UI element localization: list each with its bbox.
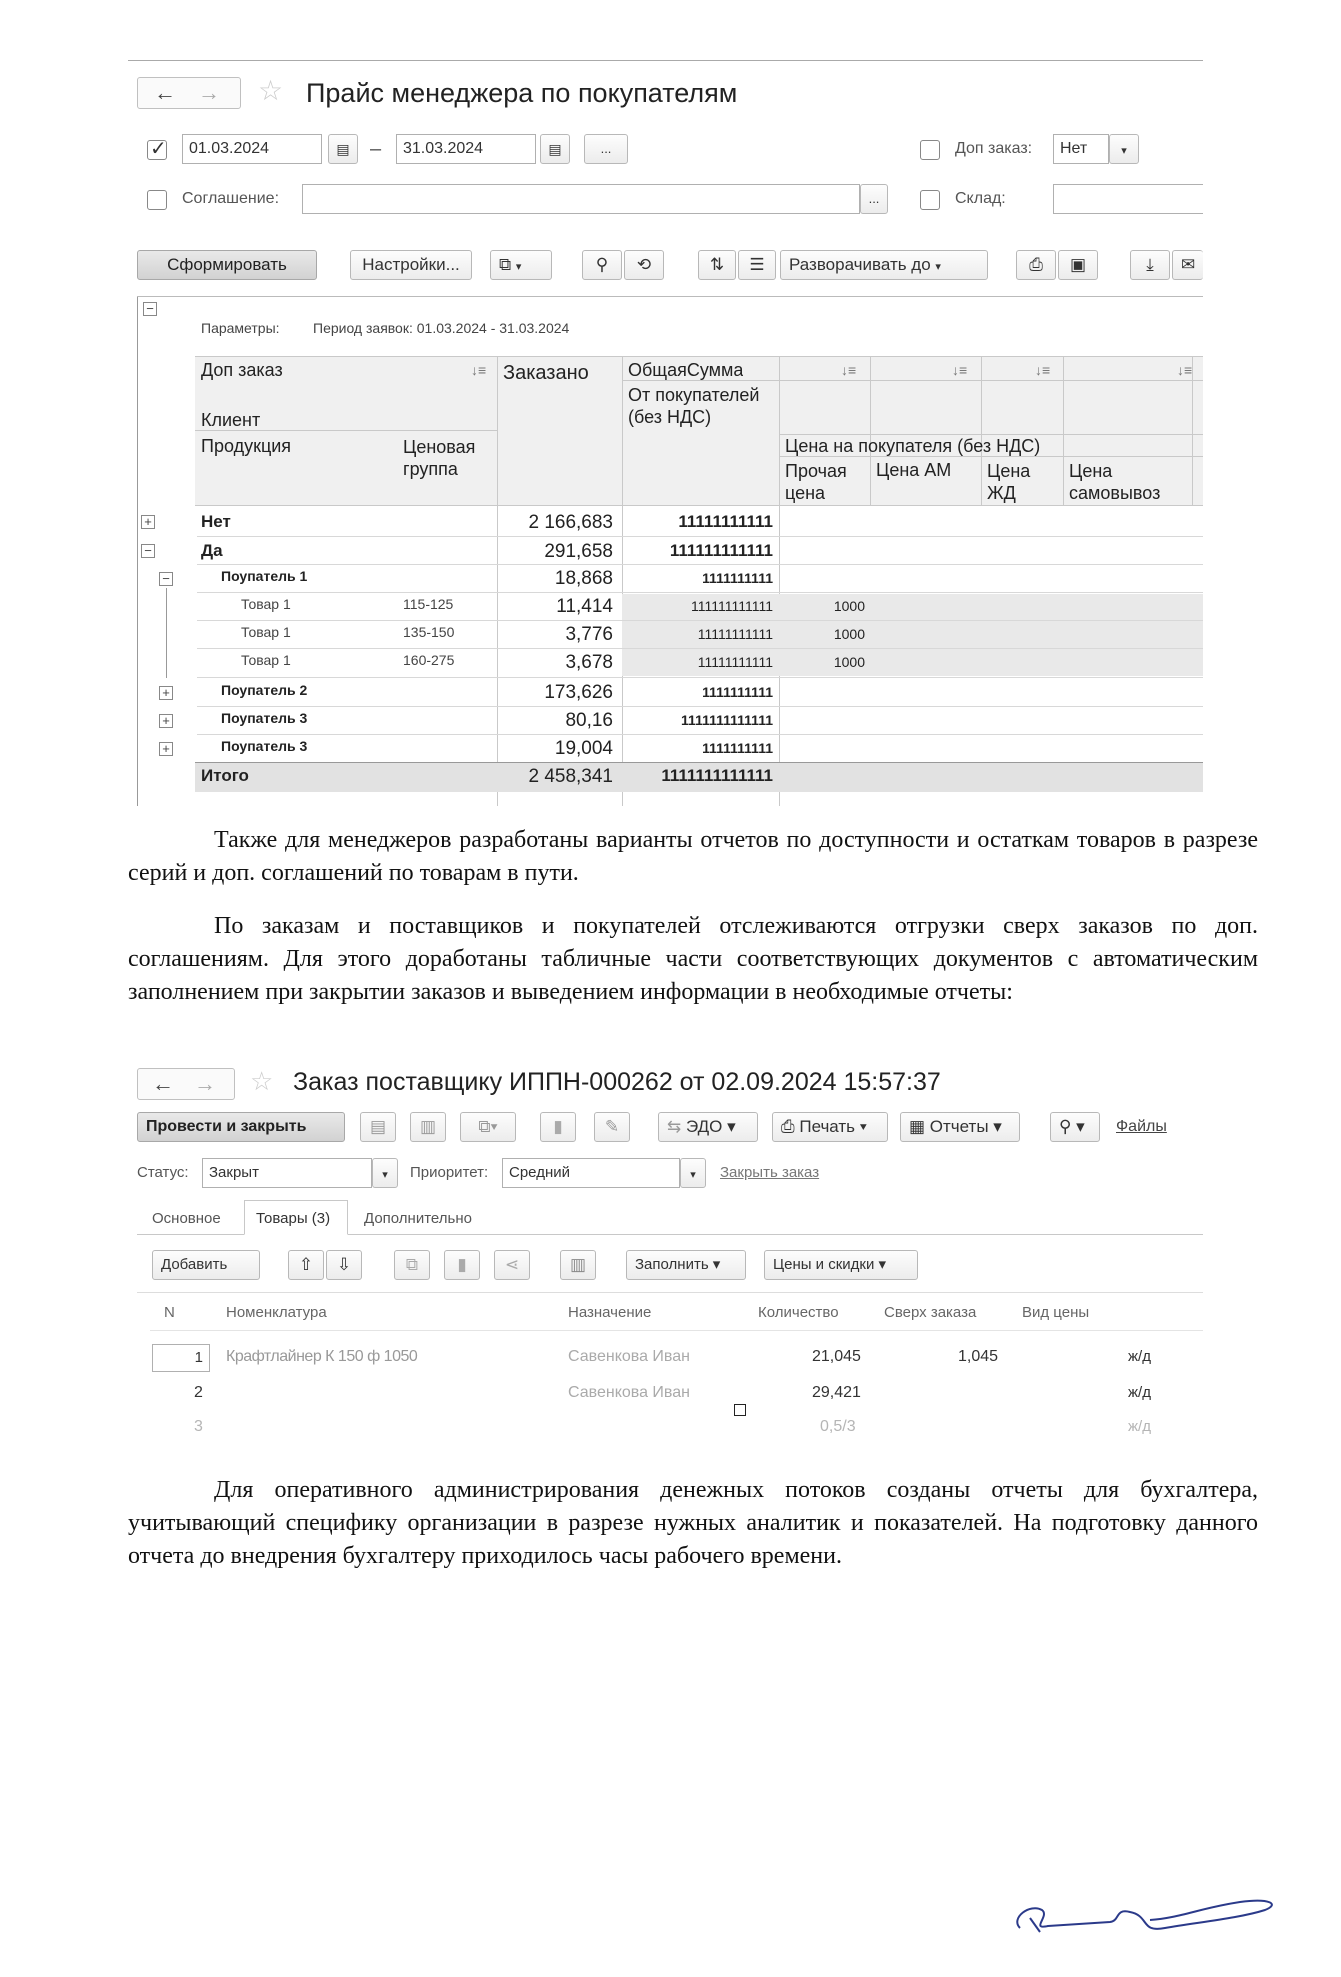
dop-zakaz-dropdown-button[interactable] [1109,134,1139,164]
delete-row-button[interactable] [444,1250,480,1280]
period-select-button[interactable]: ... [584,134,628,164]
priority-select[interactable]: Средний [502,1158,680,1188]
row-other-price: 1000 [833,654,865,670]
report-table [137,296,1203,806]
status-dropdown-button[interactable] [372,1158,398,1188]
variants-button[interactable] [490,250,552,280]
favorite-star-icon[interactable]: ☆ [258,75,284,106]
files-link[interactable]: Файлы [1116,1118,1167,1135]
sort-desc-button[interactable] [738,250,776,280]
header-dop-zakaz: Доп заказ [201,360,283,380]
row-sum: 11111111111 [697,626,773,642]
generate-report-button[interactable]: Сформировать [137,250,317,280]
chevron-down-icon: ▾ [935,261,941,273]
save-button[interactable] [360,1112,396,1142]
grid-row-purpose: Савенкова Иван [568,1384,690,1401]
dop-zakaz-select[interactable]: Нет [1053,134,1109,164]
sort-icon[interactable]: ↓≡ [841,362,857,378]
search-reset-icon: ⟲ [636,255,652,274]
download-icon: ⤓ [1146,255,1154,274]
status-label: Статус: [137,1164,189,1181]
col-n: N [164,1304,175,1321]
save-icon: ▤ [369,1117,387,1136]
settings-button[interactable]: Настройки... [350,250,472,280]
row-sum: 1111111111 [702,740,773,756]
copy-icon: ⧉ [405,1255,419,1274]
row-price-group: 135-150 [403,624,455,640]
add-row-button[interactable]: Добавить [152,1250,260,1280]
grid-row-unit: ж/д [1128,1384,1151,1401]
trash-icon: ▮ [457,1255,467,1274]
copy-row-button[interactable] [394,1250,430,1280]
sort-icon[interactable]: ↓≡ [1035,362,1051,378]
arrow-up-icon: ⇧ [298,1255,314,1274]
edo-icon: ⇆ [667,1117,682,1136]
edo-label: ЭДО [685,1117,723,1136]
grid-row-purpose: Савенкова Иван [568,1348,690,1365]
reports-icon: ▦ [909,1117,926,1136]
sort-asc-button[interactable] [698,250,736,280]
header-vline-6 [1063,356,1064,506]
header-price-am: Цена АМ [876,460,952,480]
total-label: Итого [201,766,249,785]
row-sum: 111111111111 [690,598,773,614]
priority-dropdown-button[interactable] [680,1158,706,1188]
top-border-line [128,60,1203,61]
header-vline-1 [497,356,498,806]
row-divider [197,734,1203,735]
tab-additional[interactable]: Дополнительно [364,1210,472,1227]
priority-label: Приоритет: [410,1164,489,1181]
grid-row-qty: 29,421 [812,1384,861,1401]
grid-row-over: 1,045 [958,1348,999,1365]
move-down-button[interactable] [326,1250,362,1280]
collapse-row-icon[interactable]: − [141,544,155,558]
post-and-close-button[interactable]: Провести и закрыть [137,1112,345,1142]
calendar-to-button[interactable] [540,134,570,164]
search-button[interactable] [582,250,622,280]
split-icon: ⋖ [504,1255,520,1274]
edit-button[interactable] [594,1112,630,1142]
col-nomenclature: Номенклатура [226,1304,327,1321]
params-value: Период заявок: 01.03.2024 - 31.03.2024 [313,320,570,336]
total-sum: 1111111111111 [661,766,773,785]
row-divider [197,620,1203,621]
header-bottom-line [195,505,1203,506]
agreement-input[interactable] [302,184,860,214]
dop-zakaz-label: Доп заказ: [955,140,1033,157]
header-ordered: Заказано [503,362,589,384]
collapse-row-icon[interactable]: − [159,572,173,586]
grid-row-qty: 21,045 [812,1348,861,1365]
row-label: Товар 1 [241,596,291,612]
row-ordered: 11,414 [556,596,613,617]
barcode-button[interactable] [560,1250,596,1280]
header-vline-2 [622,356,623,806]
row-ordered: 19,004 [554,738,613,759]
row-sum: 11111111111 [697,654,773,670]
printer-icon: ⎙ [781,1117,795,1136]
header-product: Продукция [201,436,292,456]
prices-discounts-button[interactable]: Цены и скидки ▾ [764,1250,918,1280]
col-price-type: Вид цены [1022,1304,1090,1321]
trash-icon: ▮ [553,1117,563,1136]
order-title: Заказ поставщику ИППН-000262 от 02.09.2024 15:57:37 [293,1068,941,1096]
row-label: Поупатель 3 [221,738,308,754]
header-price-for-buyer: Цена на покупателя (без НДС) [785,436,1041,456]
date-to-input[interactable]: 31.03.2024 [396,134,536,164]
expand-row-icon[interactable]: + [159,714,173,728]
chevron-down-icon: ▾ [382,1169,388,1181]
mail-button[interactable] [1172,250,1203,280]
header-total-sum: ОбщаяСумма [628,360,744,380]
row-other-price: 1000 [833,598,865,614]
copy-icon: ⧉ [499,255,512,274]
agreement-checkbox[interactable] [147,190,167,210]
sort-icon[interactable]: ↓≡ [1177,362,1193,378]
nav-buttons [137,77,241,109]
row-ordered: 3,678 [565,652,613,673]
preview-icon: ▣ [1069,255,1087,274]
calendar-from-button[interactable] [328,134,358,164]
calendar-icon: ▤ [336,141,350,157]
header-price-zhd: Цена ЖД [987,461,1031,503]
total-ordered: 2 458,341 [528,766,613,787]
signature [1000,1888,1300,1948]
small-square-icon [734,1404,746,1416]
row-divider [197,592,1203,593]
split-row-button[interactable] [494,1250,530,1280]
row-other-price: 1000 [833,626,865,642]
row-ordered: 80,16 [565,710,613,731]
header-price-pickup: Цена самовывоз [1069,461,1161,503]
row-price-group: 115-125 [403,596,454,612]
print-button[interactable] [1016,250,1056,280]
calendar-icon: ▤ [548,141,562,157]
attach-button[interactable]: ⚲ ▾ [1050,1112,1100,1142]
date-from-input[interactable]: 01.03.2024 [182,134,322,164]
expand-row-icon[interactable]: + [159,742,173,756]
create-based-icon: ⧉▾ [478,1117,498,1136]
grid-row-n: 2 [194,1384,203,1401]
tab-main[interactable]: Основное [152,1210,221,1227]
expand-row-icon[interactable]: + [159,686,173,700]
row-divider [197,706,1203,707]
row-label: Поупатель 2 [221,682,308,698]
header-vline-7 [1192,356,1193,506]
create-based-button[interactable] [460,1112,516,1142]
row-label: Нет [201,512,231,531]
print-button[interactable]: ⎙ Печать ▾ [772,1112,888,1142]
report-left-frame [137,296,138,806]
row-divider [197,677,1203,678]
search-clear-button[interactable] [624,250,664,280]
status-select[interactable]: Закрыт [202,1158,372,1188]
fill-label: Заполнить [635,1256,709,1273]
paragraph-3: Для оперативного администрирования денежных потоков созданы отчеты для бухгалтера, учитывающий специфику организации в разрезе нужных аналитик и показателей. На подготовку данного отчета до внедрения бухгалтеру приходилось часы рабочего времени. [128,1477,1258,1569]
chevron-down-icon: ▾ [690,1169,696,1181]
move-up-button[interactable] [288,1250,324,1280]
expand-to-button[interactable] [780,250,988,280]
grid-row-qty: 0,5/3 [820,1418,856,1435]
grid-row-unit: ж/д [1128,1418,1151,1435]
row-divider [197,536,1203,537]
warehouse-input[interactable] [1053,184,1203,214]
header-vline-4 [870,356,871,506]
mail-icon: ✉ [1181,255,1196,274]
post-button[interactable] [410,1112,446,1142]
sort-icon: ⇅ [709,255,725,274]
back-arrow-icon[interactable]: ← [152,1071,174,1096]
row-divider [197,564,1203,565]
warehouse-checkbox[interactable] [920,190,940,210]
printer-icon: ⎙ [1029,255,1043,274]
reports-label: Отчеты [929,1117,989,1136]
row-ordered: 3,776 [565,624,613,645]
grid-row-name: Крафтлайнер К 150 ф 1050 [226,1348,418,1365]
row-price-group: 160-275 [403,652,455,668]
dop-zakaz-checkbox[interactable] [920,140,940,160]
pencil-icon: ✎ [604,1117,620,1136]
row-sum: 11111111111 [678,512,773,531]
forward-arrow-icon[interactable]: → [198,80,220,105]
warehouse-label: Склад: [955,190,1006,207]
reports-button[interactable]: ▦ Отчеты ▾ [900,1112,1020,1142]
forward-arrow-icon[interactable]: → [194,1071,216,1096]
row-label: Да [201,541,223,560]
row-ordered: 2 166,683 [528,512,613,533]
row-sum: 111111111111 [669,541,773,560]
paragraph-1: Также для менеджеров разработаны варианты отчетов по доступности и остаткам товаров в разрезе серий и доп. соглашений по товарам в пути. [128,827,1258,886]
row-number-cell[interactable]: 1 [152,1344,210,1372]
grid-row-n: 3 [194,1418,203,1435]
checkmark-icon: ✓ [150,138,167,160]
collapse-params-icon[interactable]: − [143,302,157,316]
header-vline-3 [779,356,780,806]
col-quantity: Количество [758,1304,839,1321]
header-top-line [195,356,1203,357]
search-icon: ⚲ [595,255,609,274]
grid-top-line [137,1292,1203,1293]
fill-button[interactable]: Заполнить ▾ [626,1250,746,1280]
report-title: Прайс менеджера по покупателям [306,78,738,108]
expand-row-icon[interactable]: + [141,515,155,529]
params-label: Параметры: [201,320,280,336]
tab-goods[interactable]: Товары (3) [256,1210,331,1227]
chevron-down-icon: ▾ [515,261,522,273]
row-label: Товар 1 [241,652,291,668]
download-button[interactable] [1130,250,1170,280]
paragraph-2: По заказам и поставщиков и покупателей отслеживаются отгрузки сверх заказов по доп. соглашениям. Для этого доработаны табличные части соответствующих документов с автоматическим заполнением при закрытии заказов и выведением информации в необходимые отчеты: [128,913,1258,1005]
back-arrow-icon[interactable]: ← [154,80,176,105]
row-ordered: 173,626 [544,682,613,703]
tree-branch-line [166,588,167,678]
header-other-price: Прочая цена [785,461,847,503]
preview-button[interactable] [1058,250,1098,280]
row-divider [197,648,1203,649]
header-vline-5 [981,356,982,506]
agreement-select-button[interactable]: ... [860,184,888,214]
arrow-down-icon: ⇩ [336,1255,352,1274]
paperclip-icon: ⚲ [1059,1117,1072,1136]
agreement-label: Соглашение: [182,190,280,207]
prices-discounts-label: Цены и скидки [773,1256,875,1273]
row-ordered: 18,868 [554,568,613,589]
list-icon: ☰ [749,255,765,274]
sort-icon[interactable]: ↓≡ [471,362,487,378]
expand-to-label: Разворачивать до [789,255,931,274]
report-top-frame [137,296,1203,297]
header-from-buyers: От покупателей (без НДС) [628,385,760,427]
row-sum: 1111111111111 [681,712,773,728]
grid-header-line [150,1330,1203,1331]
edo-button[interactable]: ⇆ ЭДО ▾ [658,1112,758,1142]
row-label: Поупатель 3 [221,710,308,726]
header-price-group: Ценовая группа [403,437,476,479]
nav-buttons [137,1068,235,1100]
row-sum: 1111111111 [702,570,773,586]
header-client: Клиент [201,410,261,430]
print-label: Печать [799,1117,856,1136]
header-hline-mid [779,434,1203,435]
row-ordered: 291,658 [544,541,613,562]
row-label: Товар 1 [241,624,291,640]
favorite-star-icon[interactable]: ☆ [250,1066,274,1096]
row-sum: 1111111111 [702,684,773,700]
close-order-link[interactable]: Закрыть заказ [720,1164,820,1181]
period-checkbox[interactable] [147,140,167,160]
post-doc-icon: ▥ [419,1117,437,1136]
row-label: Поупатель 1 [221,568,308,584]
col-purpose: Назначение [568,1304,652,1321]
delete-button[interactable] [540,1112,576,1142]
date-dash: – [370,138,382,160]
col-over-order: Сверх заказа [884,1304,977,1321]
grid-row-unit: ж/д [1128,1348,1151,1365]
chevron-down-icon: ▾ [1121,145,1127,157]
barcode-icon: ▥ [569,1255,587,1274]
sort-icon[interactable]: ↓≡ [952,362,968,378]
